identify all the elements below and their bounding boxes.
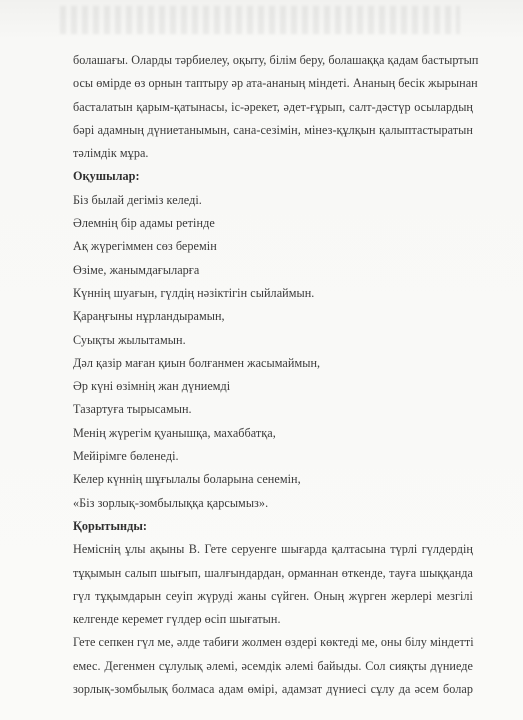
- conclusion-line-4: келгенде керемет гүлдер өсіп шығатын.: [73, 612, 281, 627]
- poem-line-4: Өзіме, жанымдағыларға: [73, 262, 200, 277]
- poem-line-11: Менің жүрегім қуанышқа, махаббатқа,: [73, 425, 276, 440]
- conclusion-line-1: Неміснің ұлы ақыны В. Гете серуенге шығарда қалтасына түрлі гүлдердің: [73, 542, 473, 557]
- document-body: [73, 49, 479, 701]
- poem-line-13: Келер күннің шұғылалы боларына сенемін,: [73, 472, 301, 487]
- conclusion-line-2: тұқымын салып шығып, шалғындардан, орманнан өткенде, тауға шыққанда: [73, 565, 473, 580]
- poem-line-1: Біз былай дегіміз келеді.: [73, 192, 202, 207]
- poem-line-12: Мейірімге бөленеді.: [73, 449, 179, 464]
- poem-line-7: Суықты жылытамын.: [73, 332, 186, 347]
- poem-line-10: Тазартуға тырысамын.: [73, 402, 192, 417]
- conclusion-line-3: гүл тұқымдарын сеуіп жүруді жаны сүйген. Оның жүрген жерлері мезгілі: [73, 588, 473, 603]
- poem-line-5: Күннің шуағын, гүлдің нәзіктігін сыйлаймын.: [73, 285, 315, 300]
- bleed-through-shadow: [60, 6, 460, 34]
- conclusion-line-6: емес. Дегенмен сұлулық әлемі, әсемдік әлемі байыды. Сол сияқты дүниеде: [73, 658, 473, 673]
- students-heading: Оқушылар:: [73, 169, 140, 184]
- intro-line-5: тәлімдік мұра.: [73, 146, 149, 161]
- poem-line-3: Ақ жүрегіммен сөз беремін: [73, 239, 217, 254]
- intro-line-3: басталатын қарым-қатынасы, іс-әрекет, әдет-ғұрып, салт-дәстүр осылардың: [73, 99, 473, 114]
- poem-line-2: Әлемнің бір адамы ретінде: [73, 216, 215, 231]
- poem-line-14: «Біз зорлық-зомбылыққа қарсымыз».: [73, 495, 269, 510]
- conclusion-line-7: зорлық-зомбылық болмаса адам өмірі, адамзат дүниесі сұлу да әсем болар: [73, 682, 473, 697]
- conclusion-heading: Қорытынды:: [73, 518, 147, 533]
- poem-line-8: Дәл қазір маған қиын болғанмен жасымаймын,: [73, 355, 321, 370]
- intro-line-4: бәрі адамның дүниетанымын, сана-сезімін, мінез-құлқын қалыптастыратын: [73, 122, 473, 137]
- intro-line-2: осы өмірде өз орнын таптыру әр ата-ананың міндеті. Ананың бесік жырынан: [73, 76, 478, 91]
- poem-line-9: Әр күні өзімнің жан дүниемді: [73, 379, 231, 394]
- intro-line-1: болашағы. Оларды тәрбиелеу, оқыту, білім беру, болашаққа қадам бастыртып: [73, 53, 479, 67]
- conclusion-line-5: Гете сепкен гүл ме, әлде табиғи жолмен өздері көктеді ме, оны білу міндетті: [73, 635, 474, 650]
- poem-line-6: Қараңғыны нұрландырамын,: [73, 309, 225, 324]
